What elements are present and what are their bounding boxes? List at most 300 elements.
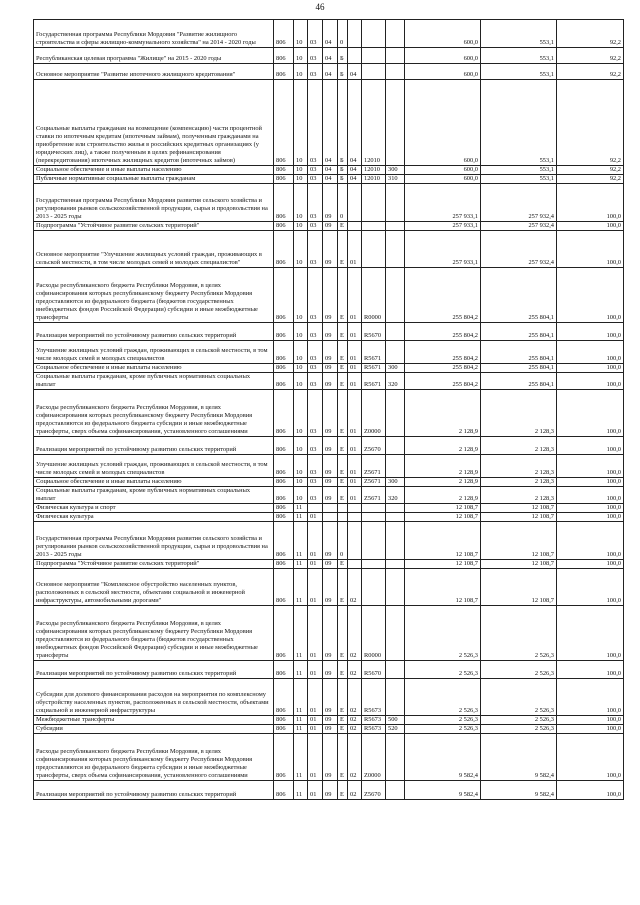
item-name-cell: Расходы республиканского бюджета Республики Мордовия, в целях софинансирования которых республиканскому бюджету Республики Мордовия предоставляются из федерального бюджета субсидии и иные межбюджетные трансферты, сверх объема софинансирования, установленного соглашениями <box>34 390 274 437</box>
executed-amount-cell: 2 526,3 <box>481 606 557 661</box>
planned-amount-cell: 2 526,3 <box>405 716 481 725</box>
section-code-cell: 10 <box>294 437 308 455</box>
table-row <box>34 725 624 734</box>
subprogram-code-cell: Е <box>338 323 348 341</box>
subprogram-code-cell: Е <box>338 222 348 231</box>
ministry-code-cell: 806 <box>274 48 294 64</box>
program-code-cell: 09 <box>323 679 338 716</box>
ministry-code-cell: 806 <box>274 734 294 781</box>
direction-code-cell <box>362 569 386 606</box>
table-row <box>34 606 624 661</box>
executed-amount-cell: 255 804,1 <box>481 373 557 390</box>
planned-amount-cell: 2 526,3 <box>405 725 481 734</box>
execution-percent-cell: 100,0 <box>557 323 624 341</box>
table-row <box>34 569 624 606</box>
direction-code-cell: Z5671 <box>362 455 386 478</box>
expense-type-cell <box>386 268 405 323</box>
table-row <box>34 323 624 341</box>
event-code-cell: 02 <box>348 679 362 716</box>
subsection-code-cell: 03 <box>308 80 323 166</box>
executed-amount-cell: 553,1 <box>481 166 557 175</box>
direction-code-cell: 12010 <box>362 80 386 166</box>
section-code-cell: 11 <box>294 560 308 569</box>
expense-type-cell <box>386 437 405 455</box>
expense-type-cell: 300 <box>386 478 405 487</box>
direction-code-cell: Z0000 <box>362 734 386 781</box>
expense-type-cell <box>386 231 405 268</box>
direction-code-cell <box>362 513 386 522</box>
executed-amount-cell: 2 128,3 <box>481 437 557 455</box>
event-code-cell <box>348 513 362 522</box>
execution-percent-cell: 92,2 <box>557 64 624 80</box>
ministry-code-cell: 806 <box>274 661 294 679</box>
item-name-cell: Основное мероприятие "Развитие ипотечного жилищного кредитования" <box>34 64 274 80</box>
section-code-cell: 11 <box>294 569 308 606</box>
direction-code-cell: R5671 <box>362 364 386 373</box>
direction-code-cell: R5673 <box>362 725 386 734</box>
subprogram-code-cell: Е <box>338 487 348 504</box>
table-row <box>34 64 624 80</box>
executed-amount-cell: 255 804,1 <box>481 323 557 341</box>
direction-code-cell: R0000 <box>362 606 386 661</box>
subprogram-code-cell: 0 <box>338 20 348 48</box>
expense-type-cell <box>386 734 405 781</box>
planned-amount-cell: 600,0 <box>405 64 481 80</box>
subsection-code-cell: 01 <box>308 513 323 522</box>
ministry-code-cell: 806 <box>274 364 294 373</box>
table-row <box>34 437 624 455</box>
section-code-cell: 10 <box>294 175 308 184</box>
ministry-code-cell: 806 <box>274 373 294 390</box>
event-code-cell <box>348 184 362 222</box>
planned-amount-cell: 2 128,9 <box>405 390 481 437</box>
execution-percent-cell: 100,0 <box>557 487 624 504</box>
ministry-code-cell: 806 <box>274 504 294 513</box>
item-name-cell: Республиканская целевая программа "Жилище" на 2015 - 2020 годы <box>34 48 274 64</box>
subsection-code-cell: 03 <box>308 341 323 364</box>
event-code-cell: 02 <box>348 606 362 661</box>
item-name-cell: Реализация мероприятий по устойчивому развитию сельских территорий <box>34 661 274 679</box>
ministry-code-cell: 806 <box>274 569 294 606</box>
executed-amount-cell: 2 526,3 <box>481 661 557 679</box>
expense-type-cell <box>386 64 405 80</box>
table-row <box>34 20 624 48</box>
section-code-cell: 10 <box>294 323 308 341</box>
direction-code-cell: R5673 <box>362 716 386 725</box>
subsection-code-cell: 03 <box>308 175 323 184</box>
event-code-cell: 01 <box>348 323 362 341</box>
direction-code-cell <box>362 48 386 64</box>
subprogram-code-cell: Е <box>338 661 348 679</box>
expense-type-cell <box>386 222 405 231</box>
item-name-cell: Подпрограмма "Устойчивое развитие сельских территорий" <box>34 222 274 231</box>
ministry-code-cell: 806 <box>274 341 294 364</box>
planned-amount-cell: 2 128,9 <box>405 437 481 455</box>
item-name-cell: Публичные нормативные социальные выплаты гражданам <box>34 175 274 184</box>
item-name-cell: Социальные выплаты гражданам, кроме публичных нормативных социальных выплат <box>34 487 274 504</box>
subprogram-code-cell: Б <box>338 166 348 175</box>
planned-amount-cell: 257 933,1 <box>405 231 481 268</box>
item-name-cell: Основное мероприятие "Комплексное обустройство населенных пунктов, расположенных в сельской местности, объектами социальной и инженерной инфраструктуры, автомобильными дорогами" <box>34 569 274 606</box>
item-name-cell: Расходы республиканского бюджета Республики Мордовия, в целях софинансирования которых республиканскому бюджету Республики Мордовия предоставляются из федерального бюджета (бюджетов государственных внебюджетных фондов Российской Федерации) субсидии и иные межбюджетные трансферты <box>34 268 274 323</box>
item-name-cell: Расходы республиканского бюджета Республики Мордовия, в целях софинансирования которых республиканскому бюджету Республики Мордовия предоставляются из федерального бюджета субсидии и иные межбюджетные трансферты, сверх объема софинансирования, установленного соглашениями <box>34 734 274 781</box>
event-code-cell: 02 <box>348 781 362 800</box>
ministry-code-cell: 806 <box>274 80 294 166</box>
executed-amount-cell: 2 128,3 <box>481 487 557 504</box>
execution-percent-cell: 100,0 <box>557 364 624 373</box>
direction-code-cell <box>362 504 386 513</box>
item-name-cell: Межбюджетные трансферты <box>34 716 274 725</box>
item-name-cell: Реализация мероприятий по устойчивому развитию сельских территорий <box>34 437 274 455</box>
executed-amount-cell: 553,1 <box>481 48 557 64</box>
expense-type-cell <box>386 323 405 341</box>
section-code-cell: 10 <box>294 184 308 222</box>
program-code-cell: 04 <box>323 175 338 184</box>
event-code-cell: 02 <box>348 661 362 679</box>
event-code-cell: 01 <box>348 268 362 323</box>
subsection-code-cell: 03 <box>308 478 323 487</box>
planned-amount-cell: 600,0 <box>405 166 481 175</box>
execution-percent-cell: 100,0 <box>557 184 624 222</box>
execution-percent-cell: 92,2 <box>557 80 624 166</box>
subsection-code-cell: 01 <box>308 569 323 606</box>
ministry-code-cell: 806 <box>274 268 294 323</box>
execution-percent-cell: 100,0 <box>557 522 624 560</box>
executed-amount-cell: 2 526,3 <box>481 716 557 725</box>
program-code-cell: 04 <box>323 166 338 175</box>
section-code-cell: 10 <box>294 455 308 478</box>
execution-percent-cell: 100,0 <box>557 341 624 364</box>
subsection-code-cell: 03 <box>308 64 323 80</box>
execution-percent-cell: 100,0 <box>557 437 624 455</box>
executed-amount-cell: 255 804,1 <box>481 341 557 364</box>
ministry-code-cell: 806 <box>274 222 294 231</box>
event-code-cell <box>348 522 362 560</box>
executed-amount-cell: 12 108,7 <box>481 513 557 522</box>
table-row <box>34 734 624 781</box>
table-row <box>34 390 624 437</box>
subprogram-code-cell: 0 <box>338 184 348 222</box>
ministry-code-cell: 806 <box>274 560 294 569</box>
ministry-code-cell: 806 <box>274 184 294 222</box>
section-code-cell: 11 <box>294 522 308 560</box>
direction-code-cell: Z5670 <box>362 437 386 455</box>
table-row <box>34 455 624 478</box>
ministry-code-cell: 806 <box>274 231 294 268</box>
execution-percent-cell: 100,0 <box>557 606 624 661</box>
executed-amount-cell: 2 128,3 <box>481 455 557 478</box>
subsection-code-cell: 01 <box>308 522 323 560</box>
program-code-cell <box>323 513 338 522</box>
expense-type-cell <box>386 781 405 800</box>
expense-type-cell <box>386 513 405 522</box>
planned-amount-cell: 255 804,2 <box>405 373 481 390</box>
subsection-code-cell: 01 <box>308 560 323 569</box>
table-row <box>34 522 624 560</box>
subprogram-code-cell: Е <box>338 437 348 455</box>
table-row <box>34 364 624 373</box>
table-row <box>34 222 624 231</box>
expense-type-cell: 310 <box>386 175 405 184</box>
direction-code-cell <box>362 64 386 80</box>
program-code-cell: 09 <box>323 184 338 222</box>
item-name-cell: Государственная программа Республики Мордовия развития сельского хозяйства и регулирования рынков сельскохозяйственной продукции, сырья и продовольствия на 2013 - 2025 годы <box>34 522 274 560</box>
expense-type-cell <box>386 390 405 437</box>
planned-amount-cell: 12 108,7 <box>405 504 481 513</box>
subprogram-code-cell: Е <box>338 725 348 734</box>
subprogram-code-cell: Е <box>338 734 348 781</box>
event-code-cell: 01 <box>348 437 362 455</box>
ministry-code-cell: 806 <box>274 64 294 80</box>
subsection-code-cell: 03 <box>308 48 323 64</box>
expense-type-cell <box>386 569 405 606</box>
planned-amount-cell: 257 933,1 <box>405 222 481 231</box>
event-code-cell <box>348 222 362 231</box>
expense-type-cell <box>386 661 405 679</box>
expense-type-cell <box>386 679 405 716</box>
item-name-cell: Социальное обеспечение и иные выплаты населению <box>34 478 274 487</box>
execution-percent-cell: 100,0 <box>557 716 624 725</box>
ministry-code-cell: 806 <box>274 20 294 48</box>
planned-amount-cell: 255 804,2 <box>405 268 481 323</box>
ministry-code-cell: 806 <box>274 487 294 504</box>
item-name-cell: Реализация мероприятий по устойчивому развитию сельских территорий <box>34 323 274 341</box>
subsection-code-cell: 03 <box>308 373 323 390</box>
subprogram-code-cell: Е <box>338 455 348 478</box>
subprogram-code-cell: Е <box>338 560 348 569</box>
program-code-cell: 09 <box>323 487 338 504</box>
execution-percent-cell: 100,0 <box>557 513 624 522</box>
executed-amount-cell: 2 128,3 <box>481 390 557 437</box>
subsection-code-cell: 03 <box>308 222 323 231</box>
direction-code-cell: R5671 <box>362 341 386 364</box>
subsection-code-cell: 03 <box>308 184 323 222</box>
expense-type-cell <box>386 341 405 364</box>
executed-amount-cell: 12 108,7 <box>481 504 557 513</box>
ministry-code-cell: 806 <box>274 455 294 478</box>
execution-percent-cell: 100,0 <box>557 504 624 513</box>
direction-code-cell: R5671 <box>362 373 386 390</box>
table-row <box>34 478 624 487</box>
expense-type-cell <box>386 184 405 222</box>
program-code-cell: 09 <box>323 437 338 455</box>
expense-type-cell: 300 <box>386 364 405 373</box>
section-code-cell: 11 <box>294 781 308 800</box>
execution-percent-cell: 92,2 <box>557 48 624 64</box>
direction-code-cell: Z5670 <box>362 781 386 800</box>
program-code-cell: 09 <box>323 455 338 478</box>
table-row <box>34 80 624 166</box>
program-code-cell: 09 <box>323 478 338 487</box>
ministry-code-cell: 806 <box>274 437 294 455</box>
section-code-cell: 10 <box>294 364 308 373</box>
table-row <box>34 513 624 522</box>
program-code-cell: 09 <box>323 341 338 364</box>
event-code-cell: 01 <box>348 373 362 390</box>
item-name-cell: Улучшение жилищных условий граждан, проживающих в сельской местности, в том числе молодых семей и молодых специалистов <box>34 341 274 364</box>
item-name-cell: Основное мероприятие "Улучшение жилищных условий граждан, проживающих в сельской местности, в том числе молодых семей и молодых специалистов" <box>34 231 274 268</box>
subsection-code-cell: 01 <box>308 716 323 725</box>
program-code-cell: 09 <box>323 725 338 734</box>
execution-percent-cell: 92,2 <box>557 166 624 175</box>
ministry-code-cell: 806 <box>274 781 294 800</box>
subsection-code-cell: 03 <box>308 166 323 175</box>
direction-code-cell: R5670 <box>362 661 386 679</box>
planned-amount-cell: 12 108,7 <box>405 522 481 560</box>
ministry-code-cell: 806 <box>274 166 294 175</box>
planned-amount-cell: 2 128,9 <box>405 487 481 504</box>
event-code-cell: 04 <box>348 175 362 184</box>
planned-amount-cell: 2 526,3 <box>405 679 481 716</box>
item-name-cell: Физическая культура и спорт <box>34 504 274 513</box>
subsection-code-cell: 03 <box>308 437 323 455</box>
subsection-code-cell: 01 <box>308 661 323 679</box>
subsection-code-cell: 01 <box>308 734 323 781</box>
planned-amount-cell: 257 933,1 <box>405 184 481 222</box>
direction-code-cell <box>362 231 386 268</box>
event-code-cell: 01 <box>348 231 362 268</box>
item-name-cell: Субсидии для долевого финансирования расходов на мероприятия по комплексному обустройству населенных пунктов, расположенных в сельской местности, объектами социальной и инженерной инфраструктуры <box>34 679 274 716</box>
subprogram-code-cell: Е <box>338 373 348 390</box>
expense-type-cell: 320 <box>386 487 405 504</box>
section-code-cell: 10 <box>294 478 308 487</box>
subprogram-code-cell <box>338 504 348 513</box>
execution-percent-cell: 100,0 <box>557 661 624 679</box>
program-code-cell: 04 <box>323 48 338 64</box>
expense-type-cell: 500 <box>386 716 405 725</box>
execution-percent-cell: 92,2 <box>557 175 624 184</box>
executed-amount-cell: 12 108,7 <box>481 560 557 569</box>
executed-amount-cell: 2 526,3 <box>481 725 557 734</box>
direction-code-cell: R5673 <box>362 679 386 716</box>
table-row <box>34 661 624 679</box>
subprogram-code-cell: Е <box>338 716 348 725</box>
event-code-cell: 01 <box>348 341 362 364</box>
subsection-code-cell: 03 <box>308 231 323 268</box>
executed-amount-cell: 255 804,1 <box>481 268 557 323</box>
event-code-cell <box>348 504 362 513</box>
expense-type-cell <box>386 455 405 478</box>
execution-percent-cell: 100,0 <box>557 781 624 800</box>
event-code-cell: 01 <box>348 364 362 373</box>
expense-type-cell <box>386 48 405 64</box>
subprogram-code-cell <box>338 513 348 522</box>
ministry-code-cell: 806 <box>274 522 294 560</box>
ministry-code-cell: 806 <box>274 478 294 487</box>
executed-amount-cell: 553,1 <box>481 80 557 166</box>
event-code-cell: 01 <box>348 390 362 437</box>
item-name-cell: Реализация мероприятий по устойчивому развитию сельских территорий <box>34 781 274 800</box>
section-code-cell: 11 <box>294 513 308 522</box>
event-code-cell: 02 <box>348 725 362 734</box>
subsection-code-cell: 01 <box>308 606 323 661</box>
program-code-cell: 09 <box>323 781 338 800</box>
event-code-cell: 02 <box>348 716 362 725</box>
event-code-cell: 01 <box>348 455 362 478</box>
event-code-cell: 04 <box>348 166 362 175</box>
executed-amount-cell: 553,1 <box>481 175 557 184</box>
executed-amount-cell: 255 804,1 <box>481 364 557 373</box>
expense-type-cell <box>386 20 405 48</box>
table-row <box>34 679 624 716</box>
subprogram-code-cell: Е <box>338 478 348 487</box>
table-row <box>34 716 624 725</box>
section-code-cell: 10 <box>294 341 308 364</box>
section-code-cell: 10 <box>294 268 308 323</box>
section-code-cell: 10 <box>294 487 308 504</box>
table-row <box>34 268 624 323</box>
section-code-cell: 10 <box>294 20 308 48</box>
event-code-cell: 04 <box>348 80 362 166</box>
expense-type-cell <box>386 522 405 560</box>
ministry-code-cell: 806 <box>274 390 294 437</box>
subprogram-code-cell: Е <box>338 364 348 373</box>
section-code-cell: 11 <box>294 716 308 725</box>
planned-amount-cell: 600,0 <box>405 175 481 184</box>
subprogram-code-cell: 0 <box>338 522 348 560</box>
expense-type-cell <box>386 504 405 513</box>
section-code-cell: 11 <box>294 679 308 716</box>
section-code-cell: 10 <box>294 166 308 175</box>
planned-amount-cell: 9 582,4 <box>405 781 481 800</box>
subprogram-code-cell: Е <box>338 231 348 268</box>
ministry-code-cell: 806 <box>274 513 294 522</box>
execution-percent-cell: 100,0 <box>557 390 624 437</box>
table-row <box>34 487 624 504</box>
subprogram-code-cell: Е <box>338 341 348 364</box>
subsection-code-cell <box>308 504 323 513</box>
subsection-code-cell: 03 <box>308 364 323 373</box>
executed-amount-cell: 2 128,3 <box>481 478 557 487</box>
subsection-code-cell: 03 <box>308 20 323 48</box>
executed-amount-cell: 9 582,4 <box>481 734 557 781</box>
planned-amount-cell: 9 582,4 <box>405 734 481 781</box>
event-code-cell <box>348 48 362 64</box>
direction-code-cell <box>362 560 386 569</box>
planned-amount-cell: 255 804,2 <box>405 364 481 373</box>
planned-amount-cell: 2 128,9 <box>405 478 481 487</box>
planned-amount-cell: 12 108,7 <box>405 560 481 569</box>
direction-code-cell: R5670 <box>362 323 386 341</box>
event-code-cell: 01 <box>348 478 362 487</box>
executed-amount-cell: 257 932,4 <box>481 184 557 222</box>
program-code-cell: 09 <box>323 222 338 231</box>
execution-percent-cell: 100,0 <box>557 569 624 606</box>
planned-amount-cell: 600,0 <box>405 48 481 64</box>
program-code-cell <box>323 504 338 513</box>
ministry-code-cell: 806 <box>274 679 294 716</box>
ministry-code-cell: 806 <box>274 725 294 734</box>
table-row <box>34 166 624 175</box>
program-code-cell: 09 <box>323 560 338 569</box>
execution-percent-cell: 100,0 <box>557 373 624 390</box>
ministry-code-cell: 806 <box>274 606 294 661</box>
expense-type-cell: 320 <box>386 373 405 390</box>
table-row <box>34 341 624 364</box>
planned-amount-cell: 255 804,2 <box>405 341 481 364</box>
planned-amount-cell: 12 108,7 <box>405 569 481 606</box>
table-row <box>34 560 624 569</box>
item-name-cell: Социальное обеспечение и иные выплаты населению <box>34 166 274 175</box>
table-row <box>34 504 624 513</box>
program-code-cell: 09 <box>323 390 338 437</box>
event-code-cell <box>348 20 362 48</box>
direction-code-cell <box>362 522 386 560</box>
section-code-cell: 10 <box>294 48 308 64</box>
section-code-cell: 10 <box>294 373 308 390</box>
program-code-cell: 09 <box>323 323 338 341</box>
table-row <box>34 184 624 222</box>
